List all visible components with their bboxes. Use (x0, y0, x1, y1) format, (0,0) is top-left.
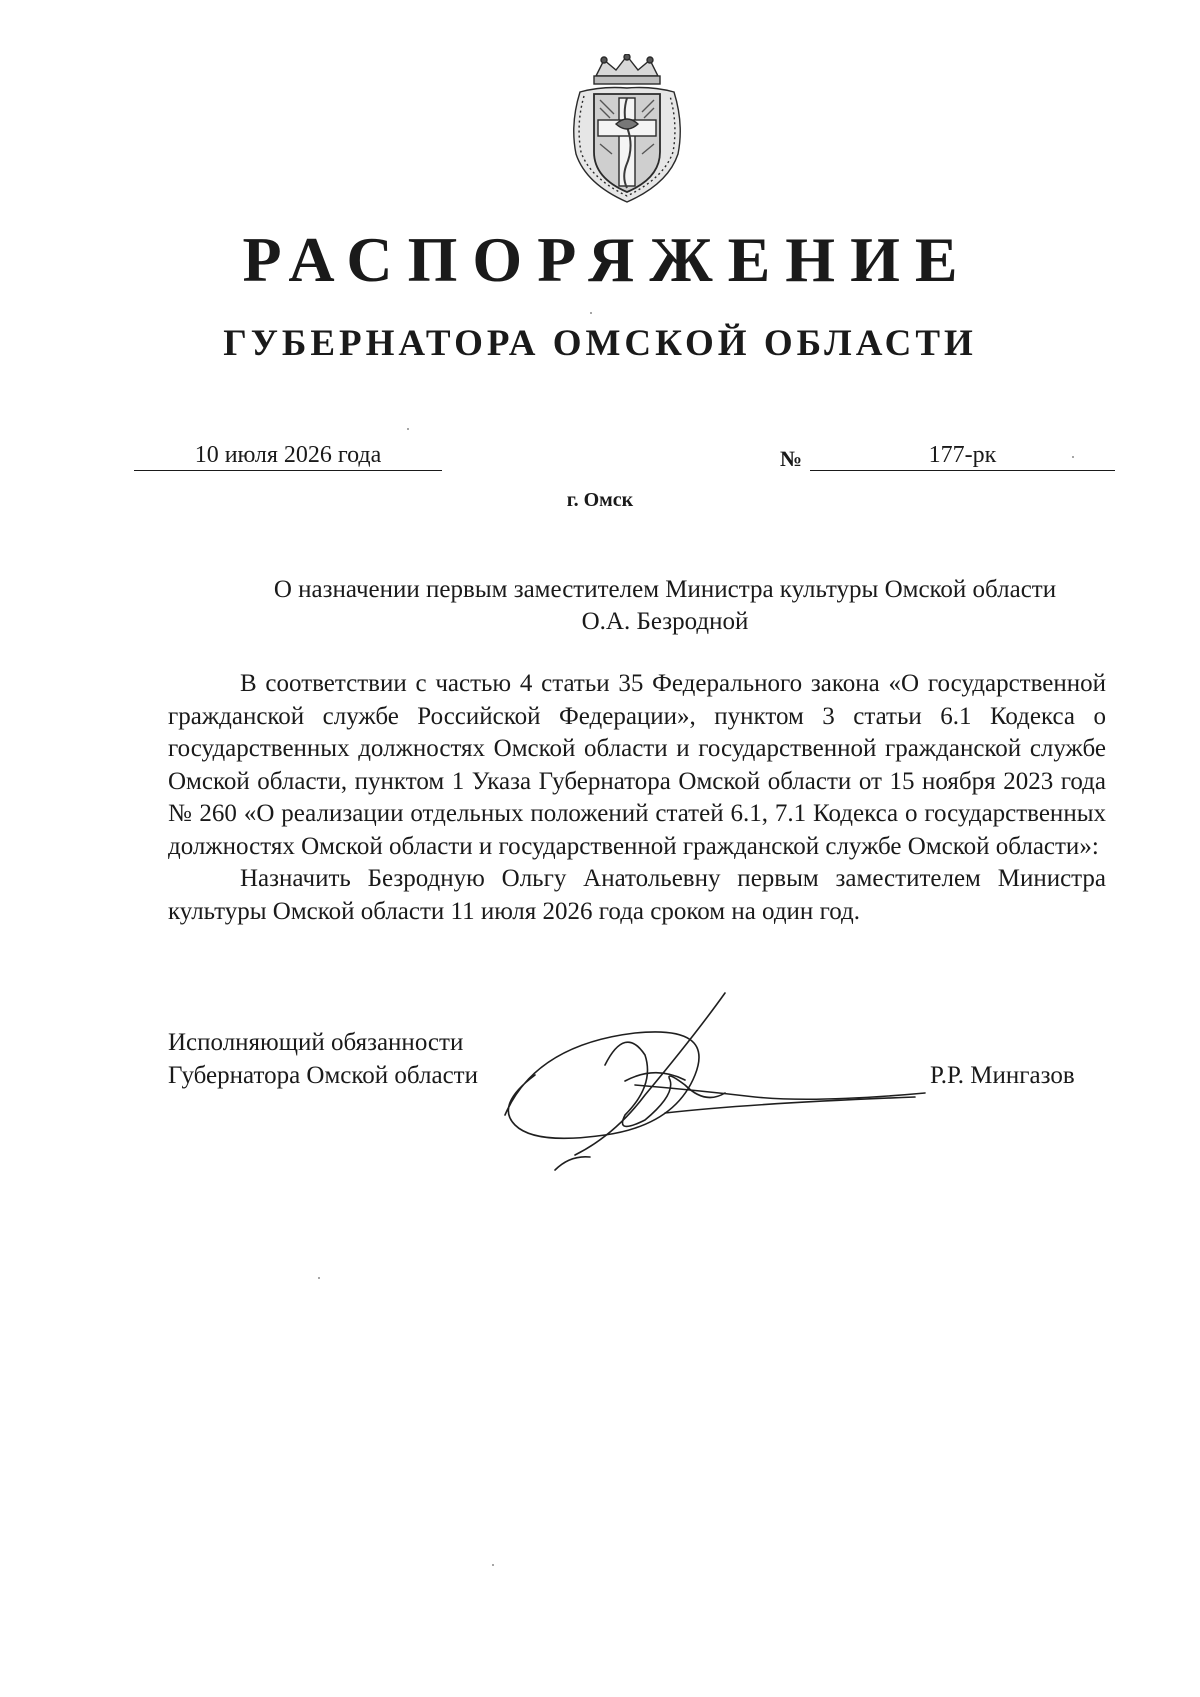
body-paragraph-basis: В соответствии с частью 4 статьи 35 Федерального закона «О государственной гражданской службе Российской Федерации», пунктом 3 статьи 6.1 Кодекса о государственных должностях Омской области и государственной гражданской службе Омской области, пунктом 1 Указа Губернатора Омской области от 15 ноября 2023 года № 260 «О реализации отдельных положений статей 6.1, 7.1 Кодекса о государственных должностях Омской области и государственной гражданской службе Омской области»: (168, 670, 1106, 860)
document-body (168, 668, 1106, 928)
number-sign: № (780, 446, 803, 471)
signer-position-line-1: Исполняющий обязанности (168, 1029, 464, 1056)
handwritten-signature-icon (495, 985, 945, 1185)
document-city: г. Омск (566, 489, 634, 511)
document-title: РАСПОРЯЖЕНИЕ (242, 224, 973, 295)
signer-name: Р.Р. Мингазов (930, 1062, 1075, 1089)
document-subject: О назначении первым заместителем Министра культуры Омской области О.А. Безродной (273, 576, 1057, 635)
document-number: 177-рк (810, 440, 1115, 471)
signer-position-line-2: Губернатора Омской области (168, 1062, 478, 1089)
document-subtitle: ГУБЕРНАТОРА ОМСКОЙ ОБЛАСТИ (223, 323, 977, 364)
body-paragraph-appointment: Назначить Безродную Ольгу Анатольевну первым заместителем Министра культуры Омской области 11 июля 2026 года сроком на один год. (168, 865, 1106, 925)
coat-of-arms-icon (566, 54, 688, 204)
document-date: 10 июля 2026 года (134, 440, 442, 471)
